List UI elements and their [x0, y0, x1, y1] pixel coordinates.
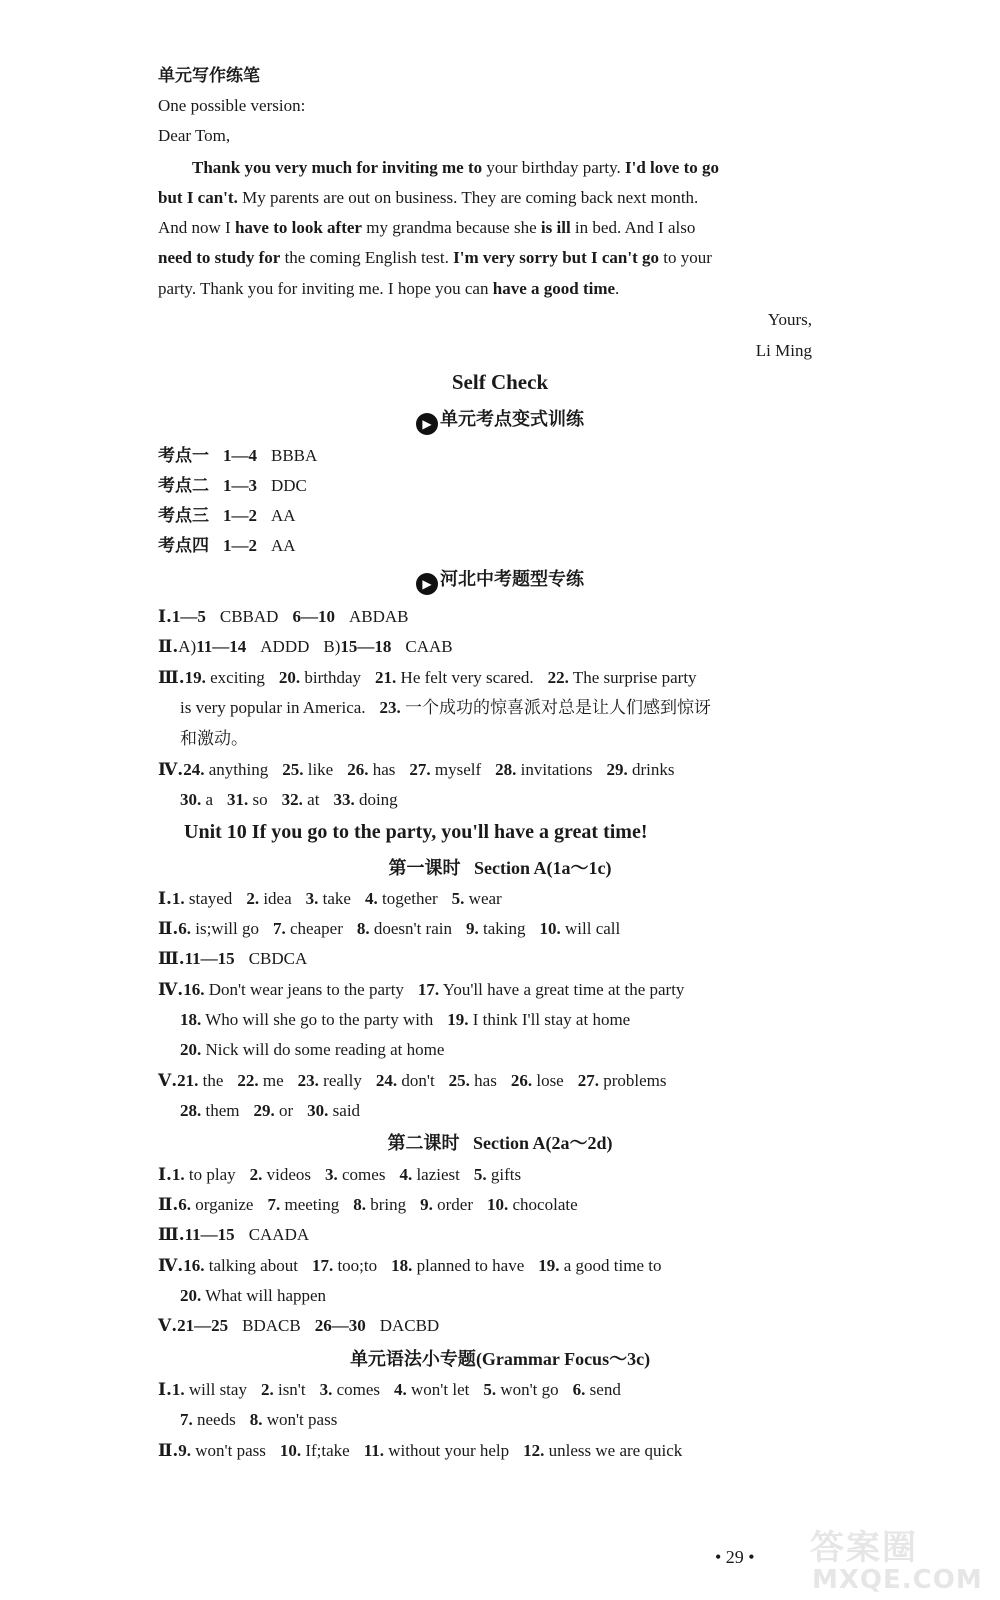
- roman-numeral: Ⅰ.: [158, 607, 172, 627]
- answer: don't: [401, 1071, 435, 1090]
- kaodian-row: [158, 534, 296, 558]
- item-number: 8.: [249, 1410, 263, 1429]
- answer: gifts: [490, 1165, 522, 1184]
- answer: the: [202, 1071, 224, 1090]
- lesson-2-heading: [0, 1131, 1000, 1156]
- item-number: 32.: [281, 790, 303, 809]
- lesson-en: Section A(1a～1c): [474, 858, 612, 878]
- item-number: 2.: [246, 889, 260, 908]
- text: in bed. And I also: [570, 218, 696, 237]
- answer: BBBA: [271, 446, 318, 465]
- bold-phrase: I'm very sorry but I can't go: [453, 248, 660, 267]
- text: my grandma because she: [361, 218, 541, 237]
- answer: will call: [565, 919, 621, 938]
- answer: 一个成功的惊喜派对总是让人们感到惊讶: [405, 698, 712, 718]
- answer: take: [322, 889, 351, 908]
- lesson-en: (Grammar Focus～3c): [475, 1349, 651, 1369]
- range: 1—4: [223, 446, 257, 465]
- selfcheck-sub1: [0, 408, 1000, 435]
- item-number: 24.: [375, 1071, 398, 1090]
- answer: is very popular in America.: [180, 698, 366, 717]
- answer: CBBAD: [219, 607, 279, 626]
- l1-row-1: [158, 887, 502, 911]
- answer: won't let: [411, 1380, 470, 1399]
- answer: planned to have: [416, 1256, 525, 1275]
- answer: Nick will do some reading at home: [205, 1040, 445, 1059]
- answer: talking about: [208, 1256, 298, 1275]
- item-number: 3.: [319, 1380, 333, 1399]
- item-number: 17.: [417, 980, 440, 999]
- item-number: 17.: [311, 1256, 334, 1275]
- l2-row-5: [158, 1314, 439, 1338]
- item-number: 3.: [305, 889, 319, 908]
- kaodian-label: 考点一: [158, 446, 209, 466]
- item-number: 9.: [466, 919, 479, 938]
- item-number: 9.: [420, 1195, 433, 1214]
- bold-phrase: have a good time: [492, 279, 616, 298]
- answer: birthday: [304, 668, 362, 687]
- answer: DDC: [271, 476, 307, 495]
- writing-line-4: [158, 246, 712, 270]
- item-number: 5.: [451, 889, 465, 908]
- roman-numeral: Ⅱ.: [158, 1195, 179, 1215]
- item-number: 10.: [539, 919, 561, 938]
- g-row-2: [158, 1439, 682, 1463]
- hebei-row-3: [158, 666, 697, 690]
- item-number: 16.: [183, 1256, 205, 1275]
- writing-salutation: Dear Tom,: [158, 126, 231, 145]
- item-number: 21.: [375, 668, 397, 687]
- arrow-circle-icon: ▶: [416, 413, 438, 435]
- writing-signature: Li Ming: [755, 341, 812, 360]
- part-label: A): [178, 637, 197, 656]
- item-number: 25.: [448, 1071, 470, 1090]
- item-number: 25.: [282, 760, 304, 779]
- answer: without your help: [388, 1441, 510, 1460]
- hebei-row-3c: [180, 727, 248, 751]
- item-number: 28.: [495, 760, 517, 779]
- item-number: 11.: [363, 1441, 385, 1460]
- item-number: 19.: [184, 668, 206, 687]
- item-number: 30.: [180, 790, 202, 809]
- item-number: 6.: [572, 1380, 586, 1399]
- item-number: 29.: [253, 1101, 275, 1120]
- arrow-circle-icon: ▶: [416, 573, 438, 595]
- watermark-url: MXQE.COM: [812, 1565, 983, 1595]
- l1-row-5: [158, 1069, 667, 1093]
- range: 26—30: [314, 1316, 366, 1335]
- subheading-text: 单元考点变式训练: [440, 409, 584, 430]
- g-row-1b: [180, 1408, 337, 1432]
- item-number: 27.: [409, 760, 431, 779]
- answer: or: [279, 1101, 294, 1120]
- item-number: 7.: [273, 919, 286, 938]
- item-number: 2.: [260, 1380, 274, 1399]
- answer: a good time to: [563, 1256, 662, 1275]
- item-number: 6.: [178, 1195, 191, 1214]
- answer: me: [262, 1071, 284, 1090]
- item-number: 28.: [180, 1101, 202, 1120]
- hebei-row-4b: [180, 788, 398, 812]
- answer: BDACB: [242, 1316, 301, 1335]
- roman-numeral: Ⅲ.: [158, 1225, 185, 1245]
- item-number: 18.: [391, 1256, 413, 1275]
- bold-phrase: is ill: [540, 218, 571, 237]
- l2-row-2: [158, 1193, 578, 1217]
- item-number: 30.: [307, 1101, 329, 1120]
- item-number: 4.: [364, 889, 378, 908]
- page-number: • 29 •: [715, 1547, 755, 1567]
- answer: has: [372, 760, 396, 779]
- item-number: 8.: [353, 1195, 366, 1214]
- item-number: 23.: [379, 698, 401, 717]
- answer: CAADA: [248, 1225, 310, 1244]
- item-number: 20.: [180, 1040, 202, 1059]
- item-number: 27.: [577, 1071, 599, 1090]
- range: 15—18: [340, 637, 392, 656]
- answer: wear: [468, 889, 502, 908]
- answer: drinks: [631, 760, 675, 779]
- kaodian-label: 考点四: [158, 536, 209, 556]
- writing-line-3: [158, 216, 695, 240]
- answer: ABDAB: [348, 607, 409, 626]
- item-number: 5.: [483, 1380, 497, 1399]
- answer: The surprise party: [572, 668, 697, 687]
- answer: CBDCA: [248, 949, 308, 968]
- roman-numeral: Ⅲ.: [158, 668, 185, 688]
- l1-row-5b: [180, 1099, 360, 1123]
- answer: exciting: [210, 668, 265, 687]
- answer: bring: [370, 1195, 407, 1214]
- answer: DACBD: [379, 1316, 440, 1335]
- hebei-row-1: [158, 605, 408, 629]
- writing-line-1: [192, 156, 719, 180]
- kaodian-row: [158, 474, 307, 498]
- roman-numeral: Ⅰ.: [158, 1380, 172, 1400]
- answer: problems: [603, 1071, 667, 1090]
- l1-row-4: [158, 978, 684, 1002]
- kaodian-row: [158, 444, 317, 468]
- answer: them: [205, 1101, 240, 1120]
- answer: idea: [263, 889, 292, 908]
- answer: AA: [271, 506, 296, 525]
- selfcheck-sub2: [0, 568, 1000, 595]
- l2-row-4b: [180, 1284, 326, 1308]
- answer: doesn't rain: [373, 919, 452, 938]
- answer: anything: [208, 760, 269, 779]
- item-number: 22.: [547, 668, 569, 687]
- answer: has: [474, 1071, 497, 1090]
- hebei-row-3b: [180, 696, 711, 720]
- item-number: 18.: [180, 1010, 202, 1029]
- part-label: B): [323, 637, 341, 656]
- item-number: 31.: [227, 790, 249, 809]
- answer: needs: [197, 1410, 236, 1429]
- item-number: 23.: [297, 1071, 319, 1090]
- answer: really: [323, 1071, 362, 1090]
- l2-row-3: [158, 1223, 309, 1247]
- roman-numeral: Ⅳ.: [158, 1256, 184, 1276]
- answer: said: [332, 1101, 361, 1120]
- writing-closing: Yours,: [767, 310, 812, 329]
- answer: laziest: [416, 1165, 460, 1184]
- item-number: 24.: [183, 760, 205, 779]
- item-number: 10.: [487, 1195, 509, 1214]
- answer: to play: [188, 1165, 236, 1184]
- item-number: 16.: [183, 980, 205, 999]
- bold-phrase: need to study for: [158, 248, 281, 267]
- g-row-1: [158, 1378, 621, 1402]
- answer: myself: [434, 760, 482, 779]
- text: your birthday party.: [482, 158, 626, 177]
- range: 1—3: [223, 476, 257, 495]
- l1-row-4b: [180, 1008, 630, 1032]
- answer: like: [307, 760, 334, 779]
- item-number: 9.: [178, 1441, 191, 1460]
- item-number: 19.: [447, 1010, 469, 1029]
- roman-numeral: Ⅰ.: [158, 889, 172, 909]
- lesson-cn: 第二课时: [387, 1133, 460, 1154]
- item-number: 4.: [399, 1165, 413, 1184]
- l1-row-4c: [180, 1038, 444, 1062]
- item-number: 2.: [249, 1165, 263, 1184]
- lesson-cn: 第一课时: [388, 858, 461, 879]
- range: 11—15: [184, 1225, 235, 1244]
- text: the coming English test.: [280, 248, 454, 267]
- selfcheck-title: Self Check: [451, 370, 549, 394]
- answer: at: [307, 790, 320, 809]
- l1-row-3: [158, 947, 307, 971]
- writing-line-5: [158, 277, 619, 301]
- answer: 和激动。: [180, 729, 248, 749]
- item-number: 1.: [171, 889, 185, 908]
- item-number: 8.: [356, 919, 370, 938]
- range: 21—25: [177, 1316, 229, 1335]
- subheading-text: 河北中考题型专练: [440, 569, 584, 590]
- item-number: 1.: [171, 1380, 185, 1399]
- answer: ADDD: [260, 637, 310, 656]
- range: 11—14: [196, 637, 247, 656]
- answer: cheaper: [290, 919, 343, 938]
- item-number: 20.: [278, 668, 301, 687]
- roman-numeral: Ⅱ.: [158, 637, 179, 657]
- text: to your: [659, 248, 712, 267]
- writing-version: One possible version:: [158, 96, 306, 115]
- answer: order: [437, 1195, 473, 1214]
- answer: won't go: [500, 1380, 559, 1399]
- answer: AA: [271, 536, 296, 555]
- answer: is;will go: [195, 919, 260, 938]
- hebei-row-4: [158, 758, 674, 782]
- answer: Don't wear jeans to the party: [208, 980, 404, 999]
- roman-numeral: Ⅴ.: [158, 1316, 178, 1336]
- item-number: 3.: [325, 1165, 338, 1184]
- l2-row-4: [158, 1254, 662, 1278]
- lesson-cn: 单元语法小专题: [349, 1349, 476, 1370]
- bold-phrase: but I can't.: [158, 188, 238, 207]
- answer: a: [205, 790, 214, 809]
- item-number: 26.: [347, 760, 369, 779]
- answer: What will happen: [205, 1286, 327, 1305]
- item-number: 12.: [523, 1441, 545, 1460]
- answer: taking: [483, 919, 526, 938]
- item-number: 6.: [178, 919, 191, 938]
- range: 11—15: [184, 949, 235, 968]
- kaodian-row: [158, 504, 296, 528]
- answer: He felt very scared.: [400, 668, 534, 687]
- answer: chocolate: [512, 1195, 578, 1214]
- roman-numeral: Ⅱ.: [158, 1441, 179, 1461]
- hebei-row-2: [158, 635, 453, 659]
- item-number: 7.: [267, 1195, 281, 1214]
- item-number: 1.: [171, 1165, 185, 1184]
- item-number: 22.: [237, 1071, 259, 1090]
- l2-row-1: [158, 1163, 521, 1187]
- roman-numeral: Ⅳ.: [158, 760, 184, 780]
- unit-title: Unit 10 If you go to the party, you'll have a great time!: [184, 821, 648, 843]
- lesson-1-heading: [0, 856, 1000, 881]
- roman-numeral: Ⅲ.: [158, 949, 185, 969]
- answer: unless we are quick: [548, 1441, 683, 1460]
- writing-heading: 单元写作练笔: [158, 66, 260, 86]
- writing-line-2: [158, 186, 698, 210]
- roman-numeral: Ⅰ.: [158, 1165, 172, 1185]
- roman-numeral: Ⅴ.: [158, 1071, 178, 1091]
- roman-numeral: Ⅱ.: [158, 919, 179, 939]
- answer: invitations: [520, 760, 593, 779]
- answer: isn't: [277, 1380, 306, 1399]
- item-number: 29.: [606, 760, 628, 779]
- answer: stayed: [188, 889, 233, 908]
- range: 1—5: [171, 607, 206, 626]
- kaodian-label: 考点二: [158, 476, 209, 496]
- text: .: [615, 279, 620, 298]
- grammar-heading: [0, 1347, 1000, 1372]
- answer: You'll have a great time at the party: [442, 980, 685, 999]
- item-number: 26.: [510, 1071, 533, 1090]
- answer: doing: [358, 790, 398, 809]
- item-number: 5.: [473, 1165, 487, 1184]
- item-number: 21.: [177, 1071, 199, 1090]
- bold-phrase: I'd love to go: [625, 158, 719, 177]
- answer: videos: [266, 1165, 312, 1184]
- answer: lose: [536, 1071, 564, 1090]
- watermark-logo: 答案圈: [810, 1528, 918, 1568]
- answer: I think I'll stay at home: [472, 1010, 631, 1029]
- answer: comes: [342, 1165, 386, 1184]
- text: My parents are out on business. They are coming back next month.: [237, 188, 699, 207]
- answer: meeting: [284, 1195, 340, 1214]
- item-number: 20.: [180, 1286, 202, 1305]
- bold-phrase: have to look after: [234, 218, 362, 237]
- answer: too;to: [337, 1256, 378, 1275]
- item-number: 19.: [538, 1256, 560, 1275]
- text: And now I: [158, 218, 235, 237]
- answer: so: [252, 790, 268, 809]
- answer: won't pass: [266, 1410, 338, 1429]
- range: 1—2: [223, 506, 257, 525]
- item-number: 10.: [279, 1441, 302, 1460]
- answer: will stay: [188, 1380, 247, 1399]
- answer: If;take: [305, 1441, 350, 1460]
- item-number: 33.: [333, 790, 355, 809]
- answer: CAAB: [405, 637, 453, 656]
- answer: Who will she go to the party with: [205, 1010, 434, 1029]
- kaodian-label: 考点三: [158, 506, 209, 526]
- l1-row-2: [158, 917, 620, 941]
- lesson-en: Section A(2a～2d): [473, 1133, 613, 1153]
- bold-phrase: Thank you very much for inviting me to: [192, 158, 483, 177]
- range: 6—10: [292, 607, 335, 626]
- item-number: 4.: [394, 1380, 407, 1399]
- answer: won't pass: [195, 1441, 266, 1460]
- roman-numeral: Ⅳ.: [158, 980, 184, 1000]
- range: 1—2: [223, 536, 257, 555]
- text: party. Thank you for inviting me. I hope you can: [158, 279, 493, 298]
- answer: organize: [195, 1195, 254, 1214]
- answer: together: [381, 889, 438, 908]
- item-number: 7.: [180, 1410, 193, 1429]
- answer: comes: [336, 1380, 381, 1399]
- answer: send: [589, 1380, 621, 1399]
